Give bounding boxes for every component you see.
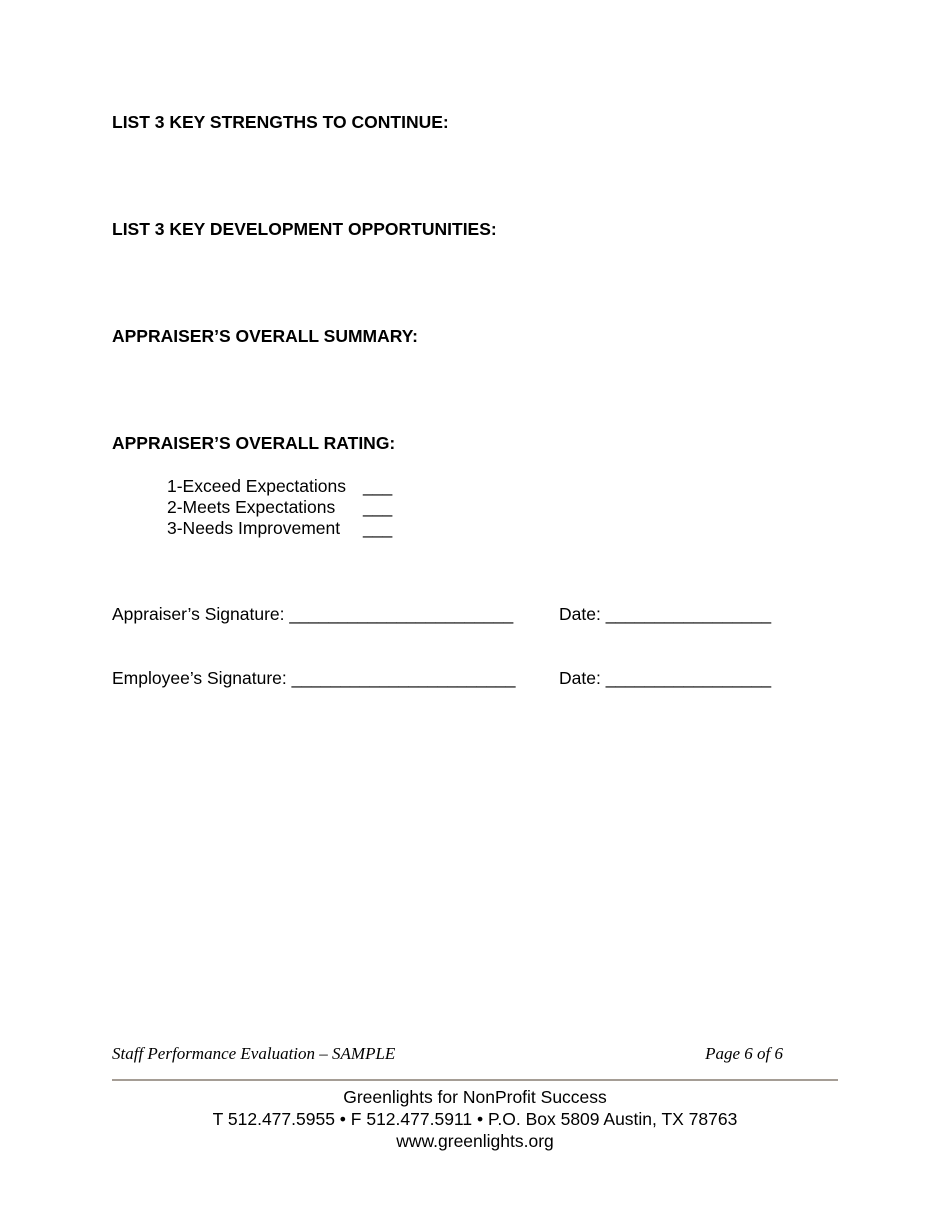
footer-document-title: Staff Performance Evaluation – SAMPLE [112, 1044, 396, 1063]
rating-option-label: 2-Meets Expectations [167, 497, 336, 517]
appraiser-date-line: Date: _________________ [559, 604, 772, 624]
footer-divider [112, 1079, 838, 1081]
rating-option-blank: ___ [363, 476, 393, 496]
appraiser-signature-row [112, 603, 812, 625]
footer-org-name: Greenlights for NonProfit Success [343, 1087, 607, 1107]
rating-option-label: 1-Exceed Expectations [167, 476, 346, 496]
rating-option-label: 3-Needs Improvement [167, 518, 341, 538]
employee-date-line: Date: _________________ [559, 668, 772, 688]
section-heading-strengths: LIST 3 KEY STRENGTHS TO CONTINUE: [112, 112, 449, 132]
footer-contact-block [0, 1086, 950, 1152]
employee-signature-row [112, 667, 812, 689]
section-heading-summary: APPRAISER’S OVERALL SUMMARY: [112, 326, 418, 346]
footer-contact-info: T 512.477.5955 • F 512.477.5911 • P.O. Box 5809 Austin, TX 78763 [212, 1109, 738, 1129]
section-heading-development: LIST 3 KEY DEVELOPMENT OPPORTUNITIES: [112, 219, 497, 239]
section-heading-rating: APPRAISER’S OVERALL RATING: [112, 433, 396, 453]
rating-option-blank: ___ [363, 518, 393, 538]
footer-website: www.greenlights.org [396, 1131, 554, 1151]
employee-signature-line: Employee’s Signature: _______________________ [112, 668, 516, 688]
footer-header-line [112, 1044, 783, 1064]
appraiser-signature-line: Appraiser’s Signature: _______________________ [112, 604, 514, 624]
rating-option-blank: ___ [363, 497, 393, 517]
footer-page-number: Page 6 of 6 [705, 1044, 783, 1063]
